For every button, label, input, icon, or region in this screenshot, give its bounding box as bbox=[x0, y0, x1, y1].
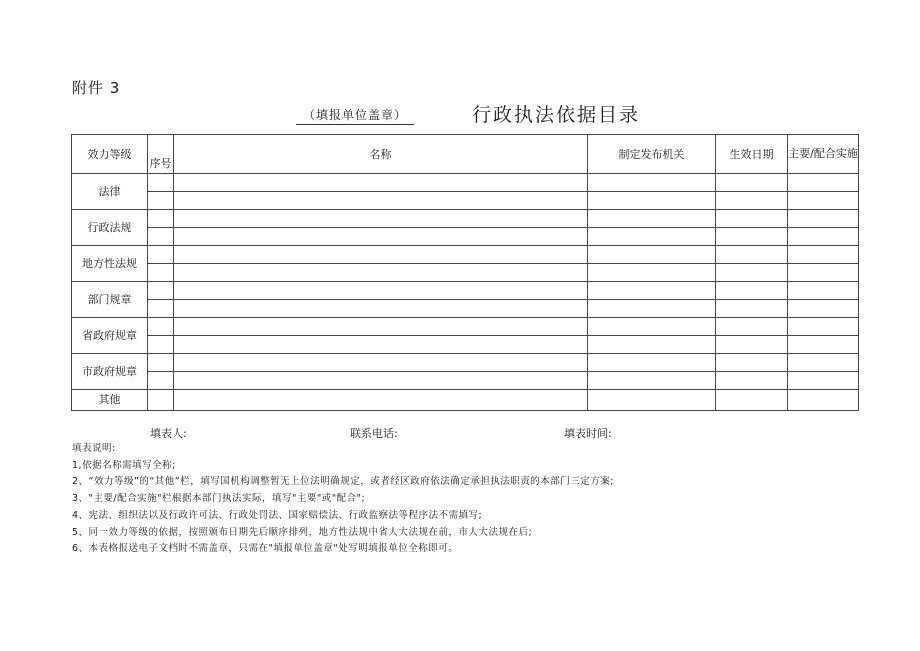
date-cell[interactable] bbox=[716, 174, 788, 192]
date-cell[interactable] bbox=[716, 210, 788, 228]
date-cell[interactable] bbox=[716, 372, 788, 390]
authority-cell[interactable] bbox=[588, 174, 716, 192]
fill-time-label: 填表时间: bbox=[564, 427, 612, 440]
phone-label: 联系电话: bbox=[350, 427, 398, 440]
instruction-item: 1,依据名称需填写全称; bbox=[72, 459, 176, 471]
role-cell[interactable] bbox=[788, 372, 859, 390]
date-cell[interactable] bbox=[716, 282, 788, 300]
catalog-table bbox=[71, 134, 859, 411]
role-cell[interactable] bbox=[788, 246, 859, 264]
name-cell[interactable] bbox=[174, 390, 588, 411]
authority-cell[interactable] bbox=[588, 336, 716, 354]
role-cell[interactable] bbox=[788, 336, 859, 354]
level-cell: 市政府规章 bbox=[72, 354, 148, 390]
authority-cell[interactable] bbox=[588, 264, 716, 282]
seq-cell[interactable] bbox=[148, 336, 174, 354]
table-row bbox=[72, 390, 859, 411]
level-cell: 法律 bbox=[72, 174, 148, 210]
date-cell[interactable] bbox=[716, 336, 788, 354]
seq-cell[interactable] bbox=[148, 300, 174, 318]
authority-cell[interactable] bbox=[588, 372, 716, 390]
table-row bbox=[72, 300, 859, 318]
header-date: 生效日期 bbox=[716, 135, 788, 174]
seq-cell[interactable] bbox=[148, 372, 174, 390]
table-row bbox=[72, 282, 859, 300]
role-cell[interactable] bbox=[788, 354, 859, 372]
seq-cell[interactable] bbox=[148, 192, 174, 210]
authority-cell[interactable] bbox=[588, 282, 716, 300]
role-cell[interactable] bbox=[788, 300, 859, 318]
header-role: 主要/配合实施 bbox=[788, 135, 859, 174]
role-cell[interactable] bbox=[788, 210, 859, 228]
instructions bbox=[72, 441, 614, 558]
authority-cell[interactable] bbox=[588, 318, 716, 336]
name-cell[interactable] bbox=[174, 192, 588, 210]
name-cell[interactable] bbox=[174, 318, 588, 336]
role-cell[interactable] bbox=[788, 264, 859, 282]
seq-cell[interactable] bbox=[148, 354, 174, 372]
name-cell[interactable] bbox=[174, 174, 588, 192]
header-authority: 制定发布机关 bbox=[588, 135, 716, 174]
document-title: 行政执法依据目录 bbox=[472, 104, 641, 126]
unit-stamp-field: （填报单位盖章） bbox=[296, 106, 414, 125]
date-cell[interactable] bbox=[716, 228, 788, 246]
table-row bbox=[72, 246, 859, 264]
seq-cell[interactable] bbox=[148, 228, 174, 246]
role-cell[interactable] bbox=[788, 282, 859, 300]
name-cell[interactable] bbox=[174, 336, 588, 354]
authority-cell[interactable] bbox=[588, 390, 716, 411]
role-cell[interactable] bbox=[788, 174, 859, 192]
role-cell[interactable] bbox=[788, 390, 859, 411]
date-cell[interactable] bbox=[716, 354, 788, 372]
role-cell[interactable] bbox=[788, 228, 859, 246]
name-cell[interactable] bbox=[174, 264, 588, 282]
date-cell[interactable] bbox=[716, 390, 788, 411]
seq-cell[interactable] bbox=[148, 282, 174, 300]
role-cell[interactable] bbox=[788, 192, 859, 210]
authority-cell[interactable] bbox=[588, 246, 716, 264]
name-cell[interactable] bbox=[174, 354, 588, 372]
authority-cell[interactable] bbox=[588, 354, 716, 372]
name-cell[interactable] bbox=[174, 282, 588, 300]
date-cell[interactable] bbox=[716, 264, 788, 282]
table-row bbox=[72, 264, 859, 282]
filler-label: 填表人: bbox=[150, 427, 187, 440]
table-row bbox=[72, 192, 859, 210]
seq-cell[interactable] bbox=[148, 390, 174, 411]
date-cell[interactable] bbox=[716, 318, 788, 336]
instructions-heading: 填表说明: bbox=[72, 443, 116, 454]
date-cell[interactable] bbox=[716, 192, 788, 210]
authority-cell[interactable] bbox=[588, 192, 716, 210]
level-cell: 部门规章 bbox=[72, 282, 148, 318]
table-row bbox=[72, 174, 859, 192]
table-row bbox=[72, 318, 859, 336]
authority-cell[interactable] bbox=[588, 210, 716, 228]
level-cell: 行政法规 bbox=[72, 210, 148, 246]
role-cell[interactable] bbox=[788, 318, 859, 336]
instruction-item: 3、"主要/配合实施"栏根据本部门执法实际，填写"主要"或"配合"; bbox=[72, 493, 366, 505]
name-cell[interactable] bbox=[174, 210, 588, 228]
date-cell[interactable] bbox=[716, 246, 788, 264]
seq-cell[interactable] bbox=[148, 210, 174, 228]
instruction-item: 5、同一效力等级的依据，按照颁布日期先后顺序排列，地方性法规中省人大法规在前，市人大法规在后; bbox=[72, 526, 533, 538]
name-cell[interactable] bbox=[174, 228, 588, 246]
header-name: 名称 bbox=[174, 135, 588, 174]
seq-cell[interactable] bbox=[148, 174, 174, 192]
attachment-label: 附件 3 bbox=[72, 79, 121, 97]
instruction-item: 2、“效力等级”的“其他”栏，填写国机构调整暂无上位法明确规定，或者经区政府依法确定承担执法职责的本部门三定方案; bbox=[72, 476, 614, 488]
level-cell: 其他 bbox=[72, 390, 148, 411]
name-cell[interactable] bbox=[174, 300, 588, 318]
header-level: 效力等级 bbox=[72, 135, 148, 174]
table-row bbox=[72, 372, 859, 390]
instruction-item: 4、宪法、组织法以及行政许可法、行政处罚法、国家赔偿法、行政监察法等程序法不需填写; bbox=[72, 509, 483, 521]
level-cell: 地方性法规 bbox=[72, 246, 148, 282]
authority-cell[interactable] bbox=[588, 228, 716, 246]
header-seq: 序号 bbox=[148, 135, 174, 174]
table-header-row bbox=[72, 135, 859, 174]
table-row bbox=[72, 354, 859, 372]
seq-cell[interactable] bbox=[148, 264, 174, 282]
name-cell[interactable] bbox=[174, 246, 588, 264]
authority-cell[interactable] bbox=[588, 300, 716, 318]
table-row bbox=[72, 336, 859, 354]
level-cell: 省政府规章 bbox=[72, 318, 148, 354]
instruction-item: 6、本表格报送电子文档时不需盖章，只需在"填报单位盖章"处写明填报单位全称即可。 bbox=[72, 543, 459, 555]
name-cell[interactable] bbox=[174, 372, 588, 390]
table-row bbox=[72, 228, 859, 246]
seq-cell[interactable] bbox=[148, 318, 174, 336]
seq-cell[interactable] bbox=[148, 246, 174, 264]
date-cell[interactable] bbox=[716, 300, 788, 318]
table-row bbox=[72, 210, 859, 228]
